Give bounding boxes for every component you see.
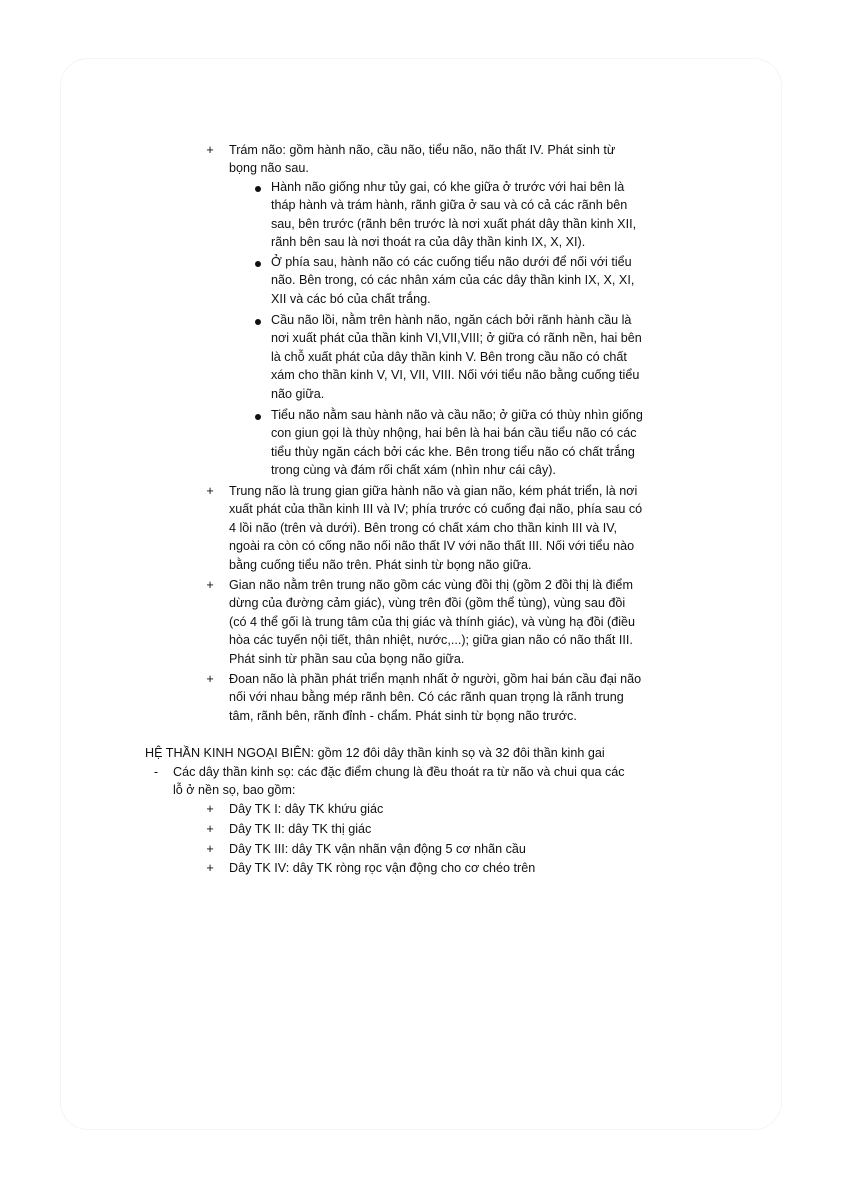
text-line: con giun gọi là thùy nhộng, hai bên là hai bán cầu tiểu não có các [271, 426, 637, 441]
text-line: nối với nhau bằng mép rãnh bên. Có các rãnh quan trọng là rãnh trung [229, 690, 624, 705]
heading-text: HỆ THẦN KINH NGOẠI BIÊN: gồm 12 đôi dây thần kinh sọ và 32 đôi thần kinh gai [145, 746, 605, 760]
text-line: não. Bên trong, có các nhân xám của các dây thần kinh IX, X, XI, [271, 273, 635, 288]
text-line: Ở phía sau, hành não có các cuống tiểu não dưới để nối với tiểu [271, 255, 632, 269]
text-line: Cầu não lồi, nằm trên hành não, ngăn cách bởi rãnh hành cầu là [271, 313, 632, 327]
cerebellum-paragraph [271, 406, 697, 480]
telencephalon-paragraph [229, 670, 699, 725]
section-heading [145, 744, 705, 762]
text-line: (có 4 thể gối là trung tâm của thị giác và thính giác), và vùng hạ đồi (điều [229, 614, 636, 629]
text-line: tháp hành và trám hành, rãnh giữa ở sau và có cả các rãnh bên [271, 198, 628, 213]
medulla-posterior-paragraph [271, 253, 697, 308]
bullet-dot-icon [251, 179, 265, 197]
nerve-text: Dây TK III: dây TK vận nhãn vận động 5 cơ nhãn cầu [229, 842, 526, 856]
pons-paragraph [271, 311, 697, 403]
diencephalon-paragraph [229, 576, 699, 668]
text-line: hòa các tuyến nội tiết, thân nhiệt, nước,...); giữa gian não có não thất III. [229, 633, 633, 648]
text-line: lỗ ở nền sọ, bao gồm: [173, 783, 296, 798]
plus-marker: + [206, 672, 214, 686]
plus-marker: + [206, 484, 214, 498]
bullet-dot-icon [251, 254, 265, 272]
text-line: sau, bên trước (rãnh bên trước là nơi xuất phát dây thần kinh XII, [271, 216, 637, 231]
list-item [229, 800, 383, 818]
text-line: tâm, rãnh bên, rãnh đỉnh - chẩm. Phát sinh từ bọng não trước. [229, 708, 577, 723]
text-line: 4 lồi não (trên và dưới). Bên trong có chất xám cho thần kinh III và IV, [229, 520, 617, 535]
text-line: Trung não là trung gian giữa hành não và gian não, kém phát triển, là nơi [229, 484, 638, 498]
text-line: Gian não nằm trên trung não gồm các vùng đồi thị (gồm 2 đồi thị là điểm [229, 578, 633, 592]
nerve-text: Dây TK IV: dây TK ròng rọc vận động cho cơ chéo trên [229, 861, 536, 875]
nerve-text: Dây TK II: dây TK thị giác [229, 822, 372, 836]
text-line: XII và các bó của chất trắng. [271, 291, 431, 306]
nerve-text: Dây TK I: dây TK khứu giác [229, 802, 384, 816]
plus-marker: + [206, 143, 214, 157]
text-line: não giữa. [271, 386, 325, 401]
text-line: xám cho thần kinh V, VI, VII, VIII. Nối với tiểu não bằng cuống tiểu [271, 368, 640, 383]
text-line: Các dây thần kinh sọ: các đặc điểm chung là đều thoát ra từ não và chui qua các [173, 765, 625, 779]
list-item [229, 840, 526, 858]
text-line: ngoài ra còn có cống não nối não thất IV với não thất III. Nối với tiểu nào [229, 539, 635, 554]
text-line: Tiểu não nằm sau hành não và cầu não; ở giữa có thùy nhìn giống [271, 408, 643, 422]
text-line: Phát sinh từ phần sau của bọng não giữa. [229, 651, 465, 666]
list-item [229, 859, 535, 877]
text-line: trong cùng và đám rối chất xám (nhìn như cái cây). [271, 463, 556, 478]
text-line: dừng của đường cảm giác), vùng trên đồi (gồm thể tùng), vùng sau đồi [229, 596, 626, 611]
text-line: bọng não sau. [229, 161, 309, 176]
list-item [229, 820, 371, 838]
midbrain-paragraph [229, 482, 699, 574]
plus-marker: + [206, 578, 214, 592]
text-line: tiểu thùy ngăn cách bởi các khe. Bên trong tiểu não có chất trắng [271, 444, 635, 459]
brainstem-paragraph [229, 141, 681, 178]
text-line: nơi xuất phát của thần kinh VI,VII,VIII; ở giữa có rãnh nền, hai bên [271, 331, 642, 346]
text-line: rãnh bên sau là nơi thoát ra của dây thần kinh IX, X, XI). [271, 235, 586, 250]
text-line: Đoan não là phần phát triển mạnh nhất ở người, gồm hai bán cầu đại não [229, 672, 642, 686]
dash-marker: - [153, 765, 159, 779]
cranial-nerves-paragraph [173, 763, 703, 800]
text-line: Trám não: gồm hành não, cầu não, tiểu não, não thất IV. Phát sinh từ [229, 143, 616, 157]
plus-marker: + [206, 822, 214, 836]
text-line: là chỗ xuất phát của dây thần kinh V. Bên trong cầu não có chất [271, 349, 627, 364]
plus-marker: + [206, 842, 214, 856]
text-line: bằng cuống tiểu não trên. Phát sinh từ bọng não giữa. [229, 557, 532, 572]
text-line: xuất phát của thần kinh III và IV; phía trước có cuống đại não, phía sau có [229, 502, 643, 517]
plus-marker: + [206, 802, 214, 816]
medulla-paragraph [271, 178, 697, 252]
text-line: Hành não giống như tủy gai, có khe giữa ở trước với hai bên là [271, 180, 625, 194]
bullet-dot-icon [251, 312, 265, 330]
bullet-dot-icon [251, 407, 265, 425]
plus-marker: + [206, 861, 214, 875]
